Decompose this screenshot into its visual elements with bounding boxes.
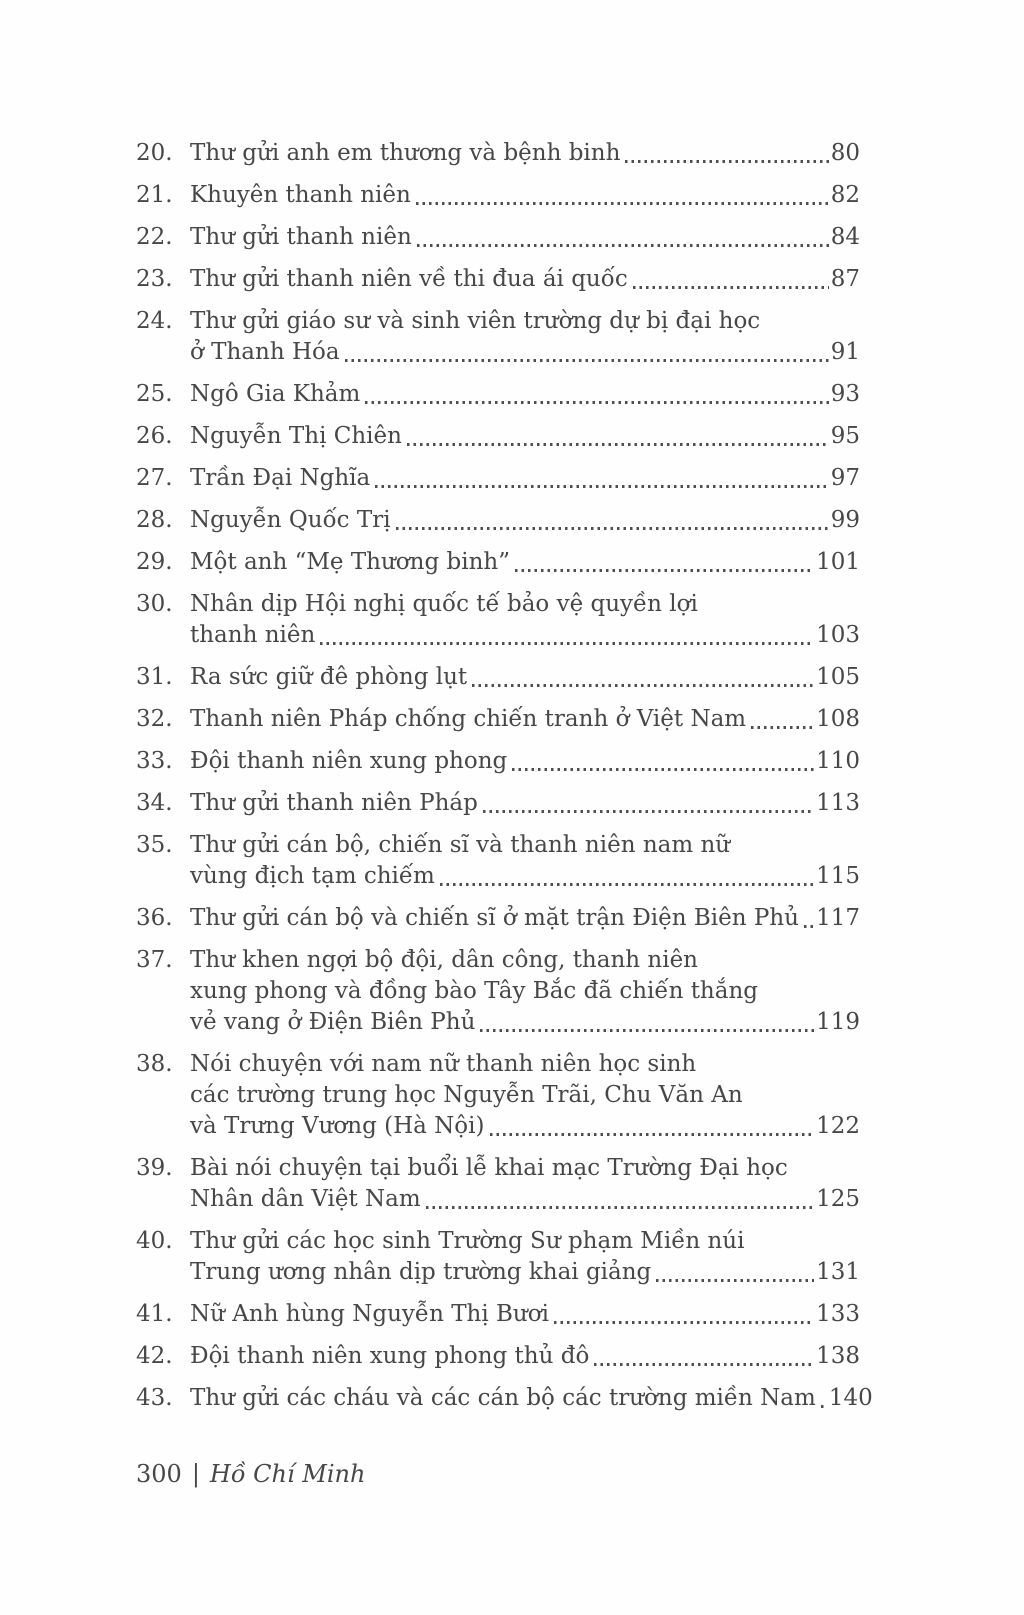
toc-entry-number: 39. — [136, 1155, 173, 1181]
toc-entry-number: 30. — [136, 591, 173, 617]
toc-entry-title-line — [190, 421, 860, 452]
toc-entry-body — [190, 1341, 860, 1372]
toc-entry-number: 41. — [136, 1301, 173, 1327]
toc-entry — [136, 180, 860, 211]
toc-entry-title-text: Ra sức giữ đê phòng lụt — [190, 664, 468, 690]
toc-entry-page-number: 131 — [816, 1259, 860, 1285]
toc-entry — [136, 379, 860, 410]
toc-entry-body — [190, 1049, 860, 1142]
toc-entry — [136, 903, 860, 934]
dot-leader — [512, 768, 814, 771]
toc-entry-title-text: Nói chuyện với nam nữ thanh niên học sinh — [190, 1051, 697, 1077]
toc-entry — [136, 1299, 860, 1330]
toc-entry-number: 36. — [136, 905, 173, 931]
toc-entry-number: 25. — [136, 381, 173, 407]
toc-entry-title-line — [190, 830, 860, 861]
toc-entry — [136, 1049, 860, 1142]
toc-entry-title-line — [190, 589, 860, 620]
toc-entry — [136, 830, 860, 892]
toc-entry-page-number: 87 — [830, 266, 860, 292]
toc-entry-title-text: Một anh “Mẹ Thương binh” — [190, 549, 510, 575]
toc-entry-body — [190, 830, 860, 892]
toc-entry — [136, 1341, 860, 1372]
toc-entry-page-number: 125 — [816, 1186, 860, 1212]
toc-entry — [136, 704, 860, 735]
toc-entry-title-text: Thư gửi cán bộ và chiến sĩ ở mặt trận Điện Biên Phủ — [190, 905, 799, 931]
toc-entry-page-number: 140 — [828, 1385, 873, 1411]
toc-entry-title-line — [190, 138, 860, 169]
toc-entry-number: 23. — [136, 266, 173, 292]
dot-leader — [633, 286, 829, 289]
toc-entry-page-number: 91 — [830, 339, 860, 365]
dot-leader — [417, 244, 829, 247]
toc-entry-number: 31. — [136, 664, 173, 690]
toc-entry-number: 24. — [136, 308, 173, 334]
toc-entry-title-text: Thư gửi thanh niên về thi đua ái quốc — [190, 266, 628, 292]
toc-entry — [136, 1153, 860, 1215]
toc-entry-title-text: Thư gửi các cháu và các cán bộ các trường miền Nam — [190, 1385, 816, 1411]
toc-entry-title-line — [190, 1383, 873, 1414]
toc-entry-body — [190, 1383, 873, 1414]
dot-leader — [396, 527, 829, 530]
toc-entry-body — [190, 180, 860, 211]
toc-entry-title-line — [190, 620, 860, 651]
toc-entry-body — [190, 662, 860, 693]
toc-entry-title-text: ở Thanh Hóa — [190, 339, 340, 365]
toc-list — [136, 138, 873, 1414]
toc-entry-page-number: 115 — [816, 863, 860, 889]
toc-entry-title-line — [190, 379, 860, 410]
toc-entry — [136, 421, 860, 452]
toc-entry-page-number: 138 — [816, 1343, 860, 1369]
toc-entry-number: 43. — [136, 1385, 173, 1411]
dot-leader — [407, 443, 829, 446]
toc-entry-number: 20. — [136, 140, 173, 166]
toc-entry-title-text: Bài nói chuyện tại buổi lễ khai mạc Trường Đại học — [190, 1155, 788, 1181]
toc-entry-title-line — [190, 337, 860, 368]
toc-entry-number: 40. — [136, 1228, 173, 1254]
dot-leader — [426, 1206, 814, 1209]
toc-entry-number: 35. — [136, 832, 173, 858]
toc-entry-title-text: Thư gửi các học sinh Trường Sư phạm Miền núi — [190, 1228, 745, 1254]
toc-entry-page-number: 101 — [816, 549, 860, 575]
toc-entry-title-line — [190, 945, 860, 976]
toc-entry-number: 22. — [136, 224, 173, 250]
dot-leader — [483, 810, 814, 813]
toc-entry-number: 42. — [136, 1343, 173, 1369]
toc-entry-title-text: Nữ Anh hùng Nguyễn Thị Bươi — [190, 1301, 549, 1327]
footer-page-number: 300 — [136, 1460, 182, 1488]
toc-entry-body — [190, 463, 860, 494]
toc-entry-title-line — [190, 1153, 860, 1184]
toc-entry-number: 26. — [136, 423, 173, 449]
dot-leader — [490, 1133, 815, 1136]
toc-entry-number: 37. — [136, 947, 173, 973]
toc-entry-title-text: các trường trung học Nguyễn Trãi, Chu Văn An — [190, 1082, 743, 1108]
toc-entry-number: 38. — [136, 1051, 173, 1077]
toc-entry — [136, 222, 860, 253]
toc-entry-page-number: 93 — [830, 381, 860, 407]
page-footer — [136, 1460, 1024, 1488]
toc-entry-title-line — [190, 463, 860, 494]
dot-leader — [472, 684, 814, 687]
toc-entry — [136, 1383, 873, 1414]
toc-entry-page-number: 95 — [830, 423, 860, 449]
toc-entry-title-text: thanh niên — [190, 622, 316, 648]
toc-entry-page-number: 97 — [830, 465, 860, 491]
toc-entry-body — [190, 1153, 860, 1215]
toc-entry-number: 27. — [136, 465, 173, 491]
toc-entry — [136, 547, 860, 578]
toc-entry-body — [190, 704, 860, 735]
dot-leader — [656, 1279, 814, 1282]
toc-entry-page-number: 113 — [816, 790, 860, 816]
footer-separator: | — [191, 1460, 200, 1488]
toc-entry-body — [190, 903, 860, 934]
toc-entry — [136, 463, 860, 494]
toc-entry-title-text: Khuyên thanh niên — [190, 182, 411, 208]
toc-entry-title-text: vẻ vang ở Điện Biên Phủ — [190, 1009, 476, 1035]
toc-entry-title-line — [190, 264, 860, 295]
toc-entry-title-text: Thư gửi thanh niên — [190, 224, 412, 250]
dot-leader — [515, 569, 814, 572]
toc-entry-page-number: 82 — [830, 182, 860, 208]
toc-entry-title-line — [190, 746, 860, 777]
toc-entry-title-text: Đội thanh niên xung phong — [190, 748, 508, 774]
toc-entry-page-number: 133 — [816, 1301, 860, 1327]
toc-entry-title-text: Trung ương nhân dịp trường khai giảng — [190, 1259, 652, 1285]
toc-entry-title-text: Nhân dịp Hội nghị quốc tế bảo vệ quyền lợi — [190, 591, 698, 617]
toc-entry-title-text: Nguyễn Thị Chiên — [190, 423, 402, 449]
toc-entry — [136, 264, 860, 295]
toc-entry-title-text: Thư gửi cán bộ, chiến sĩ và thanh niên nam nữ — [190, 832, 731, 858]
toc-entry-title-text: Nguyễn Quốc Trị — [190, 507, 391, 533]
toc-entry-title-text: và Trưng Vương (Hà Nội) — [190, 1113, 485, 1139]
toc-entry-title-text: Ngô Gia Khảm — [190, 381, 361, 407]
toc-entry — [136, 589, 860, 651]
toc-entry-title-line — [190, 222, 860, 253]
toc-entry-number: 21. — [136, 182, 173, 208]
toc-entry-title-line — [190, 505, 860, 536]
toc-entry — [136, 306, 860, 368]
dot-leader — [751, 726, 814, 729]
toc-entry-body — [190, 505, 860, 536]
toc-entry-title-text: Thư gửi anh em thương và bệnh binh — [190, 140, 621, 166]
toc-entry-body — [190, 379, 860, 410]
dot-leader — [375, 485, 828, 488]
toc-entry-body — [190, 746, 860, 777]
toc-entry-body — [190, 589, 860, 651]
toc-entry-title-line — [190, 1226, 860, 1257]
toc-entry-body — [190, 264, 860, 295]
toc-entry-page-number: 117 — [816, 905, 860, 931]
toc-entry-page-number: 105 — [816, 664, 860, 690]
toc-entry-body — [190, 547, 860, 578]
toc-entry-body — [190, 306, 860, 368]
toc-entry-page-number: 103 — [816, 622, 860, 648]
toc-entry-page-number: 119 — [816, 1009, 860, 1035]
footer-book-title: Hồ Chí Minh — [209, 1460, 366, 1488]
toc-entry-title-text: xung phong và đồng bào Tây Bắc đã chiến thắng — [190, 978, 758, 1004]
toc-entry-page-number: 108 — [816, 706, 860, 732]
toc-entry-title-text: Nhân dân Việt Nam — [190, 1186, 421, 1212]
dot-leader — [320, 642, 814, 645]
toc-entry-title-line — [190, 1341, 860, 1372]
toc-entry-number: 33. — [136, 748, 173, 774]
dot-leader — [804, 925, 814, 928]
toc-entry-title-line — [190, 1049, 860, 1080]
dot-leader — [345, 359, 829, 362]
dot-leader — [480, 1029, 814, 1032]
dot-leader — [440, 883, 814, 886]
toc-entry-title-line — [190, 1111, 860, 1142]
toc-entry-title-line — [190, 861, 860, 892]
dot-leader — [625, 160, 828, 163]
dot-leader — [594, 1363, 814, 1366]
toc-entry-title-text: vùng địch tạm chiếm — [190, 863, 435, 889]
toc-entry-number: 34. — [136, 790, 173, 816]
toc-entry-page-number: 110 — [816, 748, 860, 774]
toc-entry — [136, 945, 860, 1038]
toc-entry-title-line — [190, 1299, 860, 1330]
toc-entry-title-line — [190, 306, 860, 337]
toc-entry-number: 32. — [136, 706, 173, 732]
toc-entry-title-line — [190, 1184, 860, 1215]
toc-entry-title-line — [190, 1007, 860, 1038]
dot-leader — [821, 1405, 827, 1408]
toc-entry-number: 29. — [136, 549, 173, 575]
toc-entry-body — [190, 222, 860, 253]
toc-entry-body — [190, 421, 860, 452]
toc-entry-title-line — [190, 976, 860, 1007]
toc-entry-title-text: Đội thanh niên xung phong thủ đô — [190, 1343, 590, 1369]
toc-entry-body — [190, 1226, 860, 1288]
toc-entry-title-text: Thanh niên Pháp chống chiến tranh ở Việt Nam — [190, 706, 747, 732]
toc-entry-title-line — [190, 788, 860, 819]
toc-entry-title-line — [190, 1257, 860, 1288]
toc-entry-body — [190, 945, 860, 1038]
dot-leader — [365, 401, 828, 404]
toc-entry-title-line — [190, 662, 860, 693]
toc-entry-title-line — [190, 1080, 860, 1111]
toc-entry-title-line — [190, 180, 860, 211]
toc-entry-title-text: Thư gửi thanh niên Pháp — [190, 790, 478, 816]
toc-entry — [136, 746, 860, 777]
toc-entry — [136, 662, 860, 693]
toc-entry-page-number: 122 — [816, 1113, 860, 1139]
toc-entry-body — [190, 788, 860, 819]
toc-entry-title-text: Thư gửi giáo sư và sinh viên trường dự bị đại học — [190, 308, 761, 334]
toc-entry-body — [190, 138, 860, 169]
toc-entry-number: 28. — [136, 507, 173, 533]
toc-entry-body — [190, 1299, 860, 1330]
toc-entry — [136, 788, 860, 819]
toc-entry-page-number: 84 — [830, 224, 860, 250]
toc-entry-page-number: 80 — [830, 140, 860, 166]
toc-entry-page-number: 99 — [830, 507, 860, 533]
toc-entry — [136, 1226, 860, 1288]
toc-entry — [136, 505, 860, 536]
toc-entry-title-line — [190, 903, 860, 934]
toc-entry-title-line — [190, 704, 860, 735]
toc-entry-title-text: Thư khen ngợi bộ đội, dân công, thanh niên — [190, 947, 698, 973]
toc-entry — [136, 138, 860, 169]
toc-entry-title-line — [190, 547, 860, 578]
dot-leader — [416, 202, 829, 205]
dot-leader — [554, 1321, 814, 1324]
toc-entry-title-text: Trần Đại Nghĩa — [190, 465, 371, 491]
